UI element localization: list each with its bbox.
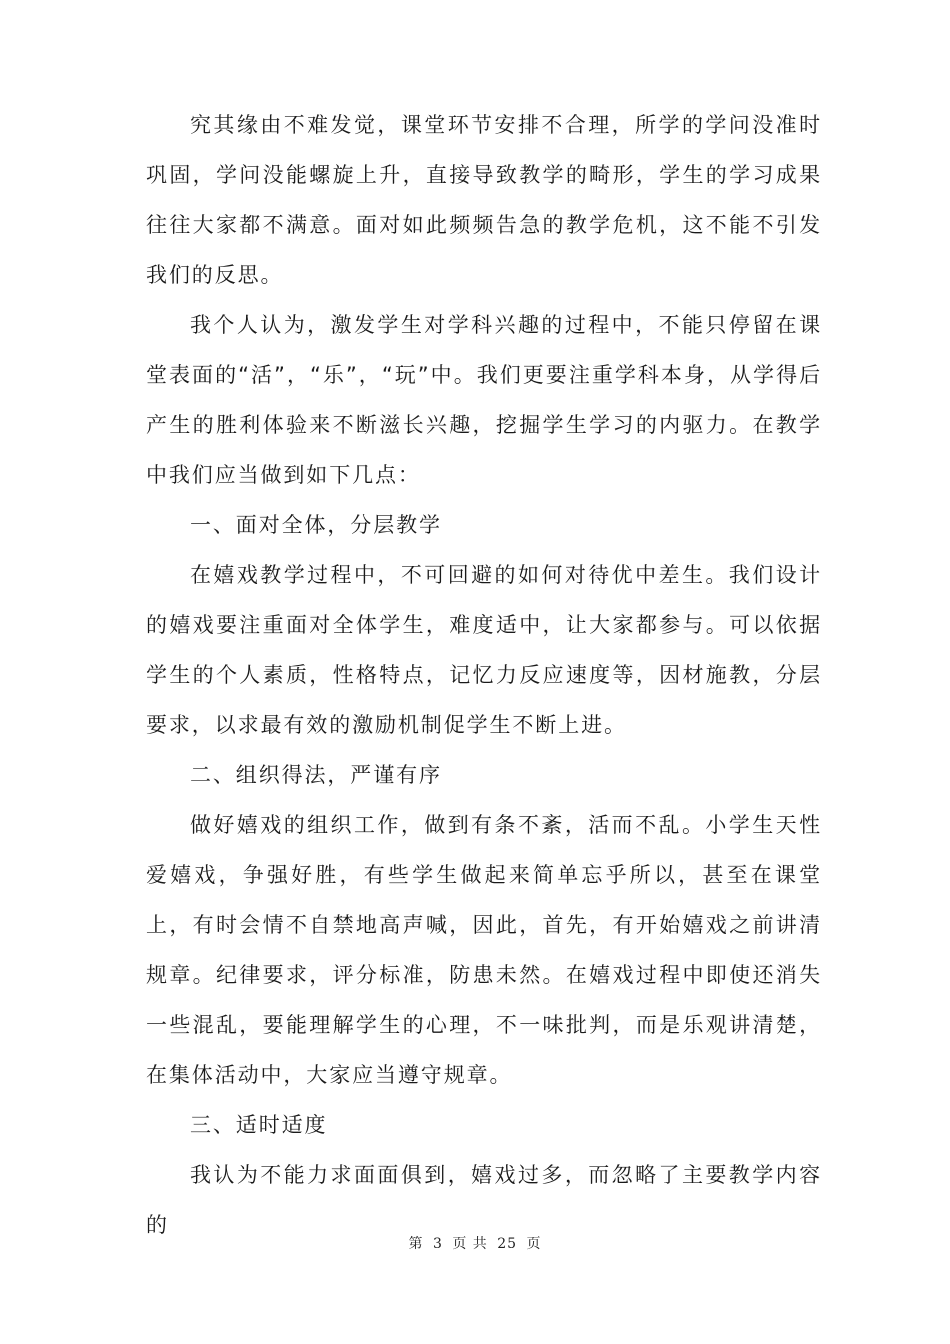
footer-middle: 页 共 (452, 1236, 488, 1252)
total-page-count: 25 (497, 1236, 518, 1252)
footer-suffix: 页 (526, 1236, 542, 1252)
paragraph: 究其缘由不难发觉，课堂环节安排不合理，所学的学问没准时巩固，学问没能螺旋上升，直接导致教学的畸形，学生的学习成果往往大家都不满意。面对如此频频告急的教学危机，这不能不引发我们的反思。 (146, 113, 822, 287)
section-heading: 一、面对全体，分层教学 (190, 513, 442, 537)
footer-prefix: 第 (408, 1236, 424, 1252)
current-page-number: 3 (432, 1236, 443, 1252)
page-number-footer (0, 1234, 950, 1254)
paragraph: 在嬉戏教学过程中，不可回避的如何对待优中差生。我们设计的嬉戏要注重面对全体学生，难度适中，让大家都参与。可以依据学生的个人素质，性格特点，记忆力反应速度等，因材施教，分层要求，以求最有效的激励机制促学生不断上进。 (146, 563, 822, 737)
section-heading: 二、组织得法，严谨有序 (190, 763, 442, 787)
paragraph: 我认为不能力求面面俱到，嬉戏过多，而忽略了主要教学内容的 (146, 1163, 822, 1237)
document-body (146, 100, 822, 1250)
paragraph: 我个人认为，激发学生对学科兴趣的过程中，不能只停留在课堂表面的“活”，“乐”，“玩”中。我们更要注重学科本身，从学得后产生的胜利体验来不断滋长兴趣，挖掘学生学习的内驱力。在教学中我们应当做到如下几点： (146, 313, 822, 487)
paragraph: 做好嬉戏的组织工作，做到有条不紊，活而不乱。小学生天性爱嬉戏，争强好胜，有些学生做起来简单忘乎所以，甚至在课堂上，有时会情不自禁地高声喊，因此，首先，有开始嬉戏之前讲清规章。纪律要求，评分标准，防患未然。在嬉戏过程中即使还消失一些混乱，要能理解学生的心理，不一味批判，而是乐观讲清楚，在集体活动中，大家应当遵守规章。 (146, 813, 822, 1087)
section-heading: 三、适时适度 (190, 1113, 328, 1137)
